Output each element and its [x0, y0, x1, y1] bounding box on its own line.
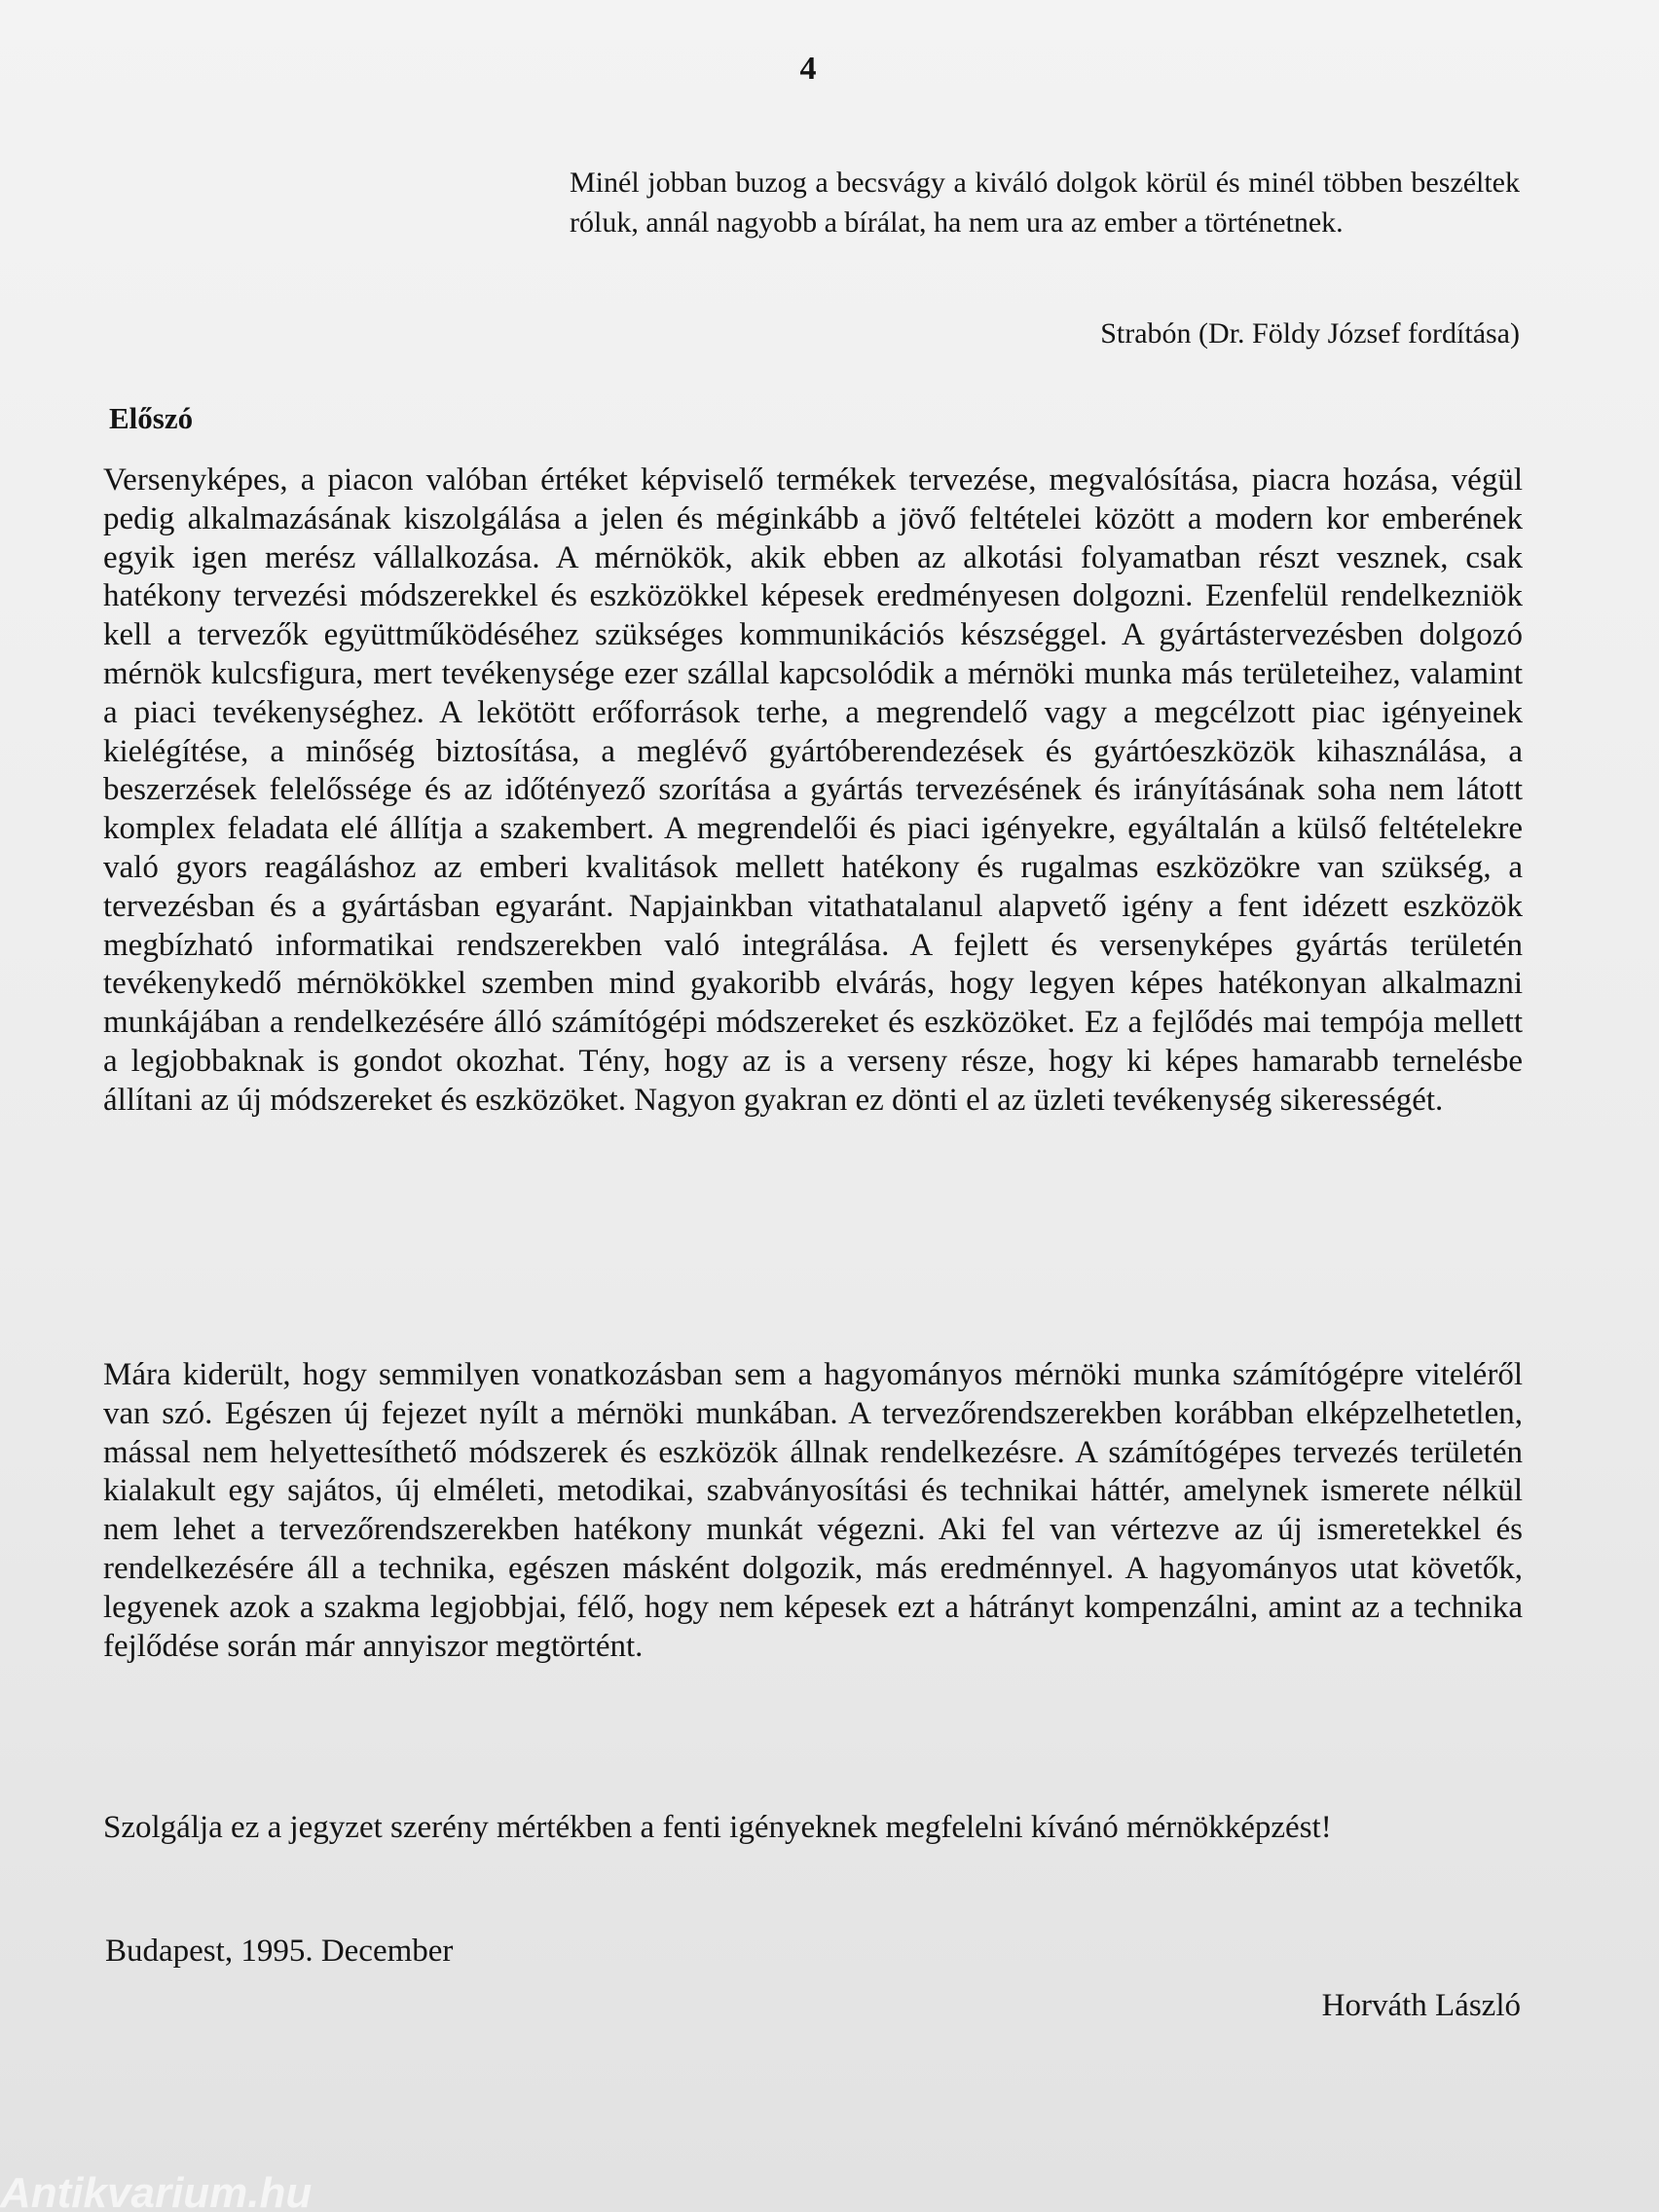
- page-number: 4: [799, 51, 817, 87]
- preface-title: Előszó: [109, 401, 194, 435]
- watermark: Antikvarium.hu: [0, 2169, 313, 2212]
- preface-paragraph: Versenyképes, a piacon valóban értéket képviselő termékek tervezése, megvalósítása, piacra hozása, végül pedig alkalmazásának kiszolgálása a jelen és méginkább a jövő feltételei között a modern kor emberének egyik igen merész vállalkozása. A mérnökök, akik ebben az alkotási folyamatban részt vesznek, csak hatékony tervezési módszerekkel és eszközökkel képesek eredményesen dolgozni. Ezenfelül rendelkezniök kell a tervezők együttműködéséhez szükséges kommunikációs készséggel. A gyártástervezésben dolgozó mérnök kulcsfigura, mert tevékenysége ezer szállal kapcsolódik a mérnöki munka más területeihez, valamint a piaci tevékenységhez. A lekötött erőforrások terhe, a megrendelő vagy a megcélzott piac igényeinek kielégítése, a minőség biztosítása, a meglévő gyártóberendezések és gyártóeszközök kihasználása, a beszerzések felelőssége és az időtényező szorítása a gyártás tervezésének és irányításának soha nem látott komplex feladata elé állítja a szakembert. A megrendelői és piaci igényekre, egyáltalán a külső feltételekre való gyors reagáláshoz az emberi kvalitások mellett hatékony és rugalmas eszközökre van szükség, a tervezésban és a gyártásban egyaránt. Napjainkban vitathatalanul alapvető igény a fent idézett eszközök megbízható informatikai rendszerekben való integrálása. A fejlett és versenyképes gyártás területén tevékenykedő mérnökökkel szemben mind gyakoribb elvárás, hogy legyen képes hatékonyan alkalmazni munkájában a rendelkezésére álló számítógépi módszereket és eszközöket. Ez a fejlődés mai tempója mellett a legjobbaknak is gondot okozhat. Tény, hogy az is a verseny része, hogy ki képes hamarabb ternelésbe állítani az új módszereket és eszközöket. Nagyon gyakran ez dönti el az üzleti tevékenység sikerességét.: [103, 462, 1523, 1118]
- preface-paragraph: Szolgálja ez a jegyzet szerény mértékben a fenti igényeknek megfelelni kívánó mérnökképzést!: [103, 1810, 1332, 1845]
- epigraph-attribution: Strabón (Dr. Földy József fordítása): [1100, 317, 1520, 350]
- author-signature: Horváth László: [1321, 1988, 1521, 2023]
- preface-paragraph: Mára kiderült, hogy semmilyen vonatkozásban sem a hagyományos mérnöki munka számítógépre viteléről van szó. Egészen új fejezet nyílt a mérnöki munkában. A tervezőrendszerekben korábban elképzelhetetlen, mással nem helyettesíthető módszerek és eszközök állnak rendelkezésre. A számítógépes tervezés területén kialakult egy sajátos, új elméleti, metodikai, szabványosítási és technikai háttér, amelynek ismerete nélkül nem lehet a tervezőrendszerekben hatékony munkát végezni. Aki fel van vértezve az új ismeretekkel és rendelkezésére áll a technika, egészen másként dolgozik, más eredménnyel. A hagyományos utat követők, legyenek azok a szakma legjobbjai, félő, hogy nem képesek ezt a hátrányt kompenzálni, amint az a technika fejlődése során már annyiszor megtörtént.: [103, 1357, 1523, 1664]
- place-date: Budapest, 1995. December: [105, 1934, 454, 1969]
- epigraph-text: Minél jobban buzog a becsvágy a kiváló dolgok körül és minél többen beszéltek róluk, annál nagyobb a bírálat, ha nem ura az ember a történetnek.: [570, 166, 1520, 239]
